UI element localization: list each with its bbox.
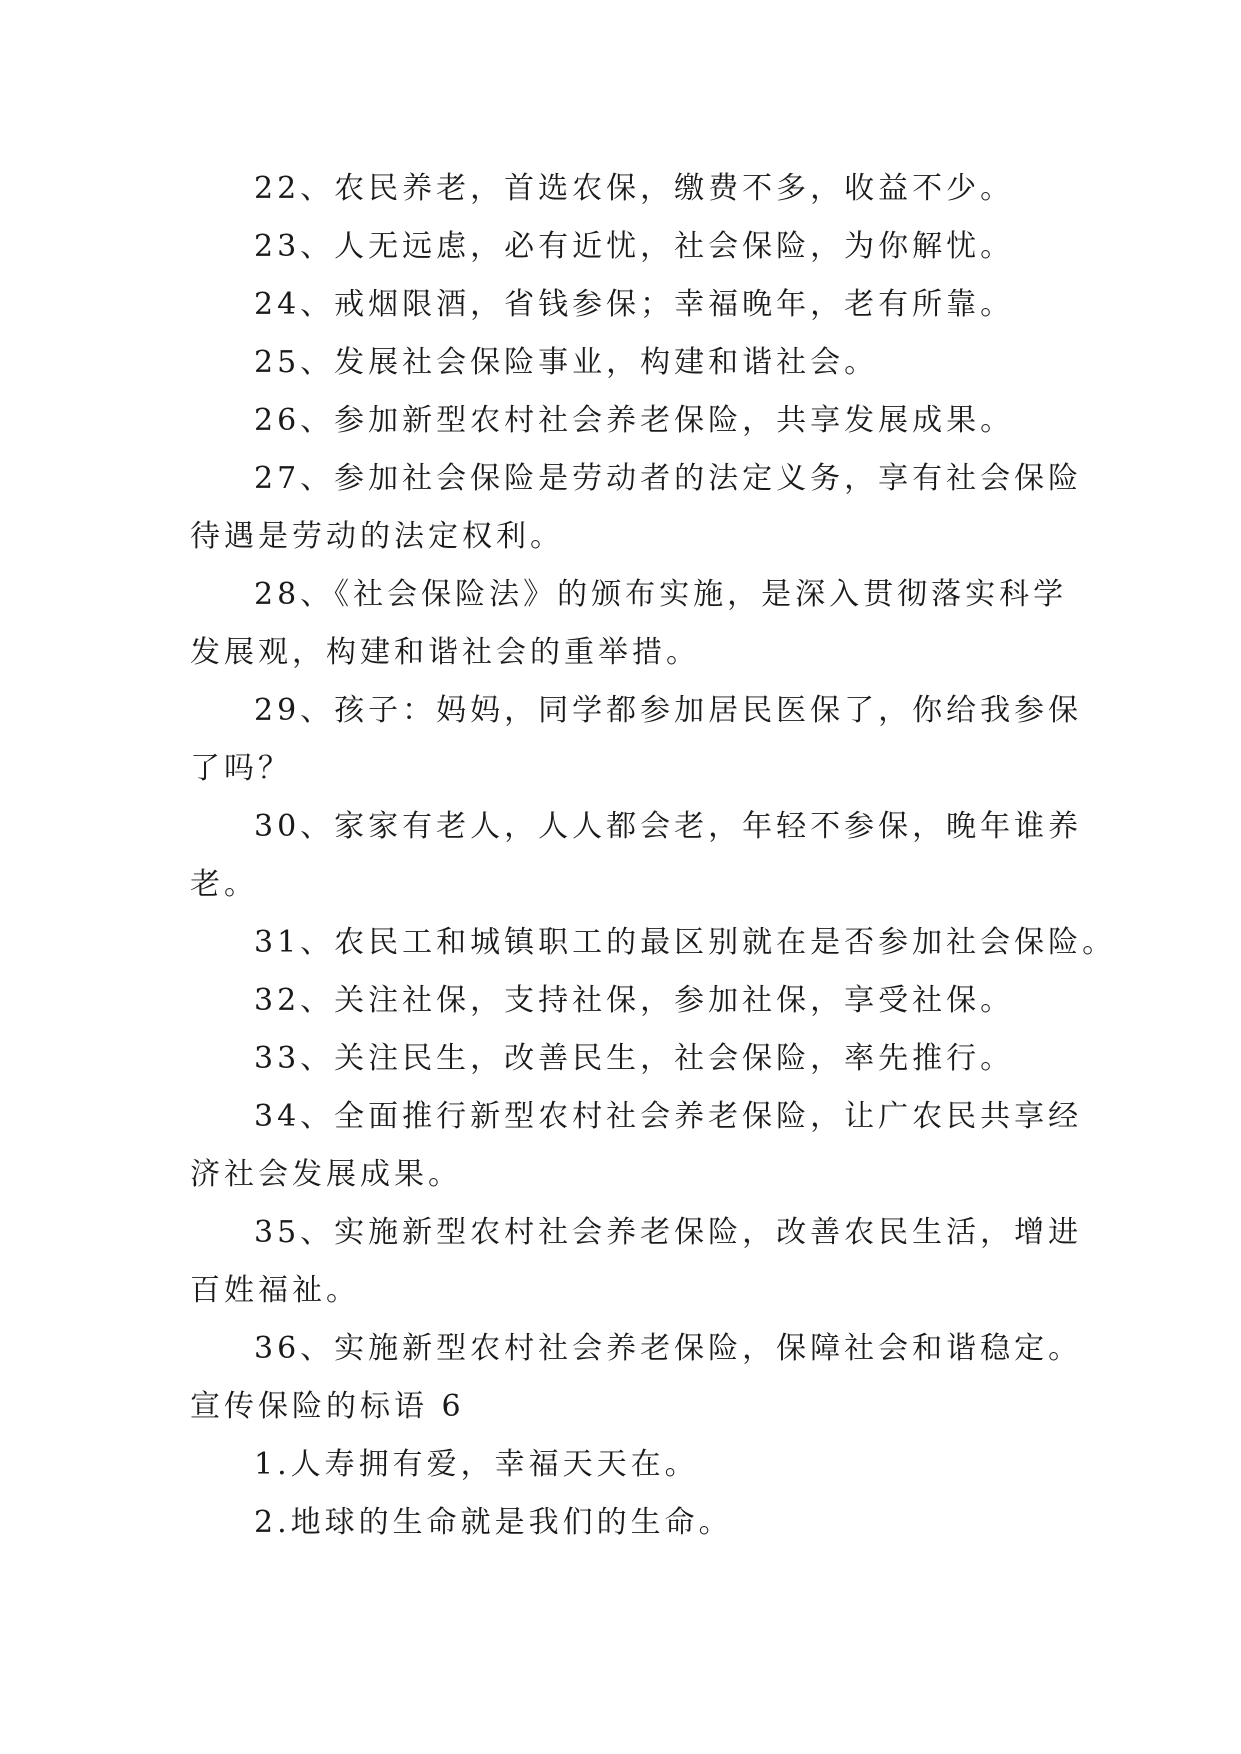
slogan-line-33: 33、关注民生，改善民生，社会保险，率先推行。 bbox=[254, 1041, 1015, 1076]
slogan-line-34-part2: 济社会发展成果。 bbox=[190, 1157, 462, 1192]
slogan-line-1: 1.人寿拥有爱，幸福天天在。 bbox=[254, 1447, 699, 1482]
slogan-line-34-part1: 34、全面推行新型农村社会养老保险，让广农民共享经 bbox=[254, 1099, 1083, 1134]
slogan-line-29-part1: 29、孩子：妈妈，同学都参加居民医保了，你给我参保 bbox=[254, 693, 1083, 728]
slogan-line-35-part2: 百姓福祉。 bbox=[190, 1273, 360, 1308]
slogan-line-24: 24、戒烟限酒，省钱参保；幸福晚年，老有所靠。 bbox=[254, 287, 1015, 322]
slogan-line-30-part1: 30、家家有老人，人人都会老，年轻不参保，晚年谁养 bbox=[254, 809, 1083, 844]
slogan-line-29-part2: 了吗？ bbox=[190, 751, 292, 786]
slogan-line-30-part2: 老。 bbox=[190, 867, 258, 902]
slogan-line-2: 2.地球的生命就是我们的生命。 bbox=[254, 1505, 733, 1540]
slogan-line-25: 25、发展社会保险事业，构建和谐社会。 bbox=[254, 345, 879, 380]
slogan-line-32: 32、关注社保，支持社保，参加社保，享受社保。 bbox=[254, 983, 1015, 1018]
document-body bbox=[190, 160, 1117, 1552]
slogan-line-23: 23、人无远虑，必有近忧，社会保险，为你解忧。 bbox=[254, 229, 1015, 264]
slogan-line-36: 36、实施新型农村社会养老保险，保障社会和谐稳定。 bbox=[254, 1331, 1083, 1366]
section-heading: 宣传保险的标语 6 bbox=[190, 1389, 465, 1424]
slogan-line-27-part2: 待遇是劳动的法定权利。 bbox=[190, 519, 564, 554]
slogan-line-27-part1: 27、参加社会保险是劳动者的法定义务，享有社会保险 bbox=[254, 461, 1083, 496]
slogan-line-35-part1: 35、实施新型农村社会养老保险，改善农民生活，增进 bbox=[254, 1215, 1083, 1250]
slogan-line-28-part1: 28、《社会保险法》的颁布实施，是深入贯彻落实科学 bbox=[254, 577, 1068, 612]
slogan-line-28-part2: 发展观，构建和谐社会的重举措。 bbox=[190, 635, 700, 670]
slogan-line-31: 31、农民工和城镇职工的最区别就在是否参加社会保险。 bbox=[254, 925, 1117, 960]
slogan-line-22: 22、农民养老，首选农保，缴费不多，收益不少。 bbox=[254, 171, 1015, 206]
slogan-line-26: 26、参加新型农村社会养老保险，共享发展成果。 bbox=[254, 403, 1015, 438]
